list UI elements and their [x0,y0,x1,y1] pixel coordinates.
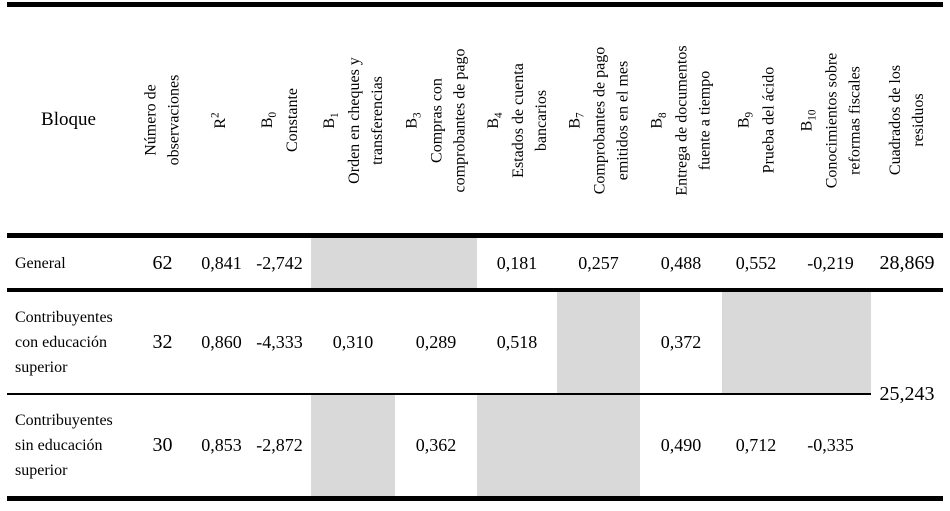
symbol-subscript: 8 [656,111,669,118]
regression-table-grid [7,2,943,501]
header-line: reformas fiscales [846,65,864,175]
cell-con-educacion-b4: 0,518 [496,332,538,352]
column-symbol-b9 [732,67,755,174]
column-symbol-b0 [256,88,279,152]
symbol-subscript: 9 [743,111,756,118]
symbol-superscript: 2 [209,111,222,118]
cell-sin-educacion-obs: 30 [152,434,173,456]
symbol-base: B [258,117,276,129]
column-header-b4 [477,7,557,233]
column-header-b9 [722,7,790,233]
header-line: Prueba del ácido [760,66,777,174]
header-line: residuos [910,93,928,147]
symbol-subscript: 4 [492,111,505,118]
cell-con-educacion-b0: -4,333 [256,332,303,352]
column-header-b1 [311,7,395,233]
column-header-residuos-text [884,65,930,175]
column-symbol-b7 [563,46,586,194]
cell-con-educacion-b1: 0,310 [332,332,374,352]
header-line: emitidos en el mes [614,60,631,180]
corner-header-bloque [7,7,130,233]
header-line: bancarios [532,89,550,151]
column-symbol-r2 [209,94,232,147]
column-symbol-b3 [401,48,424,192]
column-header-b8 [640,7,722,233]
cell-general-obs: 62 [152,251,173,274]
cell-general-b10: -0,219 [807,252,854,273]
symbol-base: B [798,120,816,131]
cell-general-r2: 0,841 [201,252,242,273]
header-line: Conocimientos sobre [823,52,841,188]
row-label-line: sin educación [15,437,103,454]
column-header-b8-text [646,45,717,195]
row-label-line: con educación [15,334,107,351]
header-line: Estados de cuenta [509,62,527,178]
column-header-r2 [195,7,248,233]
column-header-r2-text [209,94,234,147]
cell-con-educacion-obs: 32 [152,331,173,353]
cell-general-b4: 0,181 [496,252,538,273]
symbol-base: R [212,117,229,129]
cell-general-b0: -2,742 [256,252,303,273]
row-label-line: superior [15,359,68,376]
symbol-base: B [648,117,666,129]
shaded-cell-con-educacion-b9-b10 [722,292,871,393]
cell-sin-educacion-b10: -0,335 [807,435,854,455]
cell-merged-residuals: 25,243 [879,382,935,405]
cell-sin-educacion-r2: 0,853 [201,435,242,455]
row-label-line: Contribuyentes [15,412,113,429]
row-label-line: Contribuyentes [15,309,113,326]
row-label-line: General [15,254,66,272]
symbol-subscript: 7 [574,111,587,118]
header-line: Cuadrados de los [887,64,905,176]
shaded-cell-general-b1-b3 [311,238,477,288]
header-line: Entrega de documentos [673,44,691,196]
row-label-sin-educacion [7,395,130,496]
header-line: observaciones [165,74,183,166]
column-header-b10 [790,7,871,233]
column-header-b1-text [318,57,389,184]
row-label-con-educacion [7,292,130,393]
column-header-b0 [248,7,311,233]
row-label-general [7,238,130,288]
column-header-b7-text [563,46,634,194]
cell-general-b8: 0,488 [660,252,702,273]
column-symbol-b10 [795,52,818,188]
symbol-base: B [403,117,421,129]
column-header-b4-text [482,63,553,178]
column-header-b7 [557,7,640,233]
column-header-observaciones-text [140,75,186,166]
regression-table [7,2,943,501]
column-header-b9-text [732,67,780,174]
row-label-line: superior [15,462,68,479]
column-header-observaciones [130,7,195,233]
header-line: Número de [142,84,160,156]
symbol-base: B [566,117,583,129]
header-line: Compras con [428,77,446,163]
symbol-base: B [484,117,502,129]
symbol-base: B [320,117,338,129]
column-header-b3-text [401,48,472,192]
symbol-base: B [735,117,752,129]
header-line: transferencias [368,75,386,165]
column-header-b0-text [256,88,304,152]
column-header-b3 [395,7,477,233]
symbol-subscript: 10 [806,109,819,121]
cell-sin-educacion-b9: 0,712 [735,435,777,455]
cell-general-b9: 0,552 [735,252,777,273]
cell-sin-educacion-b8: 0,490 [660,435,702,455]
cell-con-educacion-r2: 0,860 [201,332,242,352]
symbol-subscript: 3 [411,111,424,118]
header-line: fuente a tiempo [696,70,714,170]
cell-con-educacion-b8: 0,372 [660,332,702,352]
cell-sin-educacion-b3: 0,362 [415,435,457,455]
header-line: Constante [283,88,301,152]
header-line: comprobantes de pago [451,48,469,192]
shaded-cell-con-educacion-b7 [557,292,640,393]
cell-con-educacion-b3: 0,289 [415,332,457,352]
header-line: Orden en cheques y [345,56,363,184]
header-line: Comprobantes de pago [591,46,608,194]
cell-general-residuals: 28,869 [879,251,935,274]
shaded-cell-sin-educacion-b1 [311,395,395,496]
column-symbol-b4 [482,63,505,178]
cell-general-b7: 0,257 [578,252,619,273]
column-symbol-b8 [646,45,669,195]
shaded-cell-sin-educacion-b4-b7 [477,395,640,496]
column-header-b10-text [795,52,866,188]
cell-sin-educacion-b0: -2,872 [256,435,303,455]
column-symbol-b1 [318,57,341,184]
corner-header-label: Bloque [41,109,96,130]
column-header-residuos [871,7,943,233]
symbol-subscript: 1 [328,111,341,118]
symbol-subscript: 0 [266,111,279,118]
